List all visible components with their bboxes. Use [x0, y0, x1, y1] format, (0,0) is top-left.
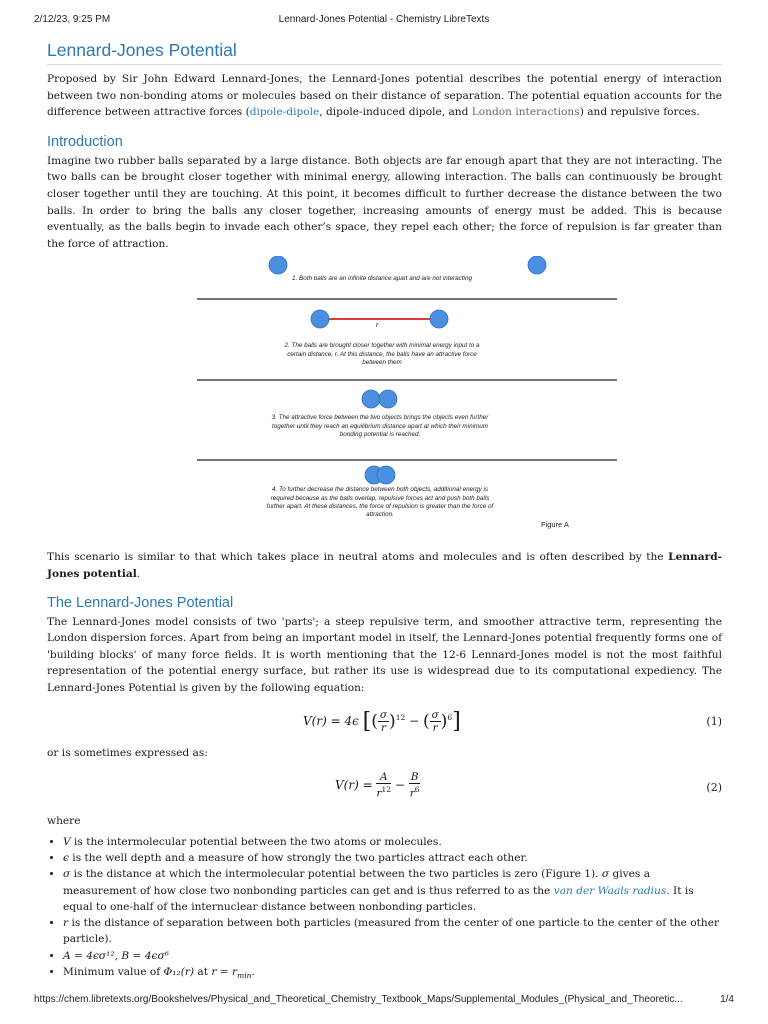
- figure-label: Figure A: [541, 520, 569, 530]
- ball-stage-1-left: [269, 256, 287, 274]
- scenario-paragraph: This scenario is similar to that which takes place in neutral atoms and molecules and is often described by the Lennard-Jones potential.: [47, 551, 722, 580]
- figure-a: [197, 256, 617, 541]
- print-url: https://chem.libretexts.org/Bookshelves/Physical_and_Theoretical_Chemistry_Textbook_Maps/Supplemental_Modules_(Physical_and_Theoretic...: [34, 994, 683, 1005]
- ball-stage-2-left: [311, 310, 329, 328]
- print-datetime: 2/12/23, 9:25 PM: [34, 14, 111, 25]
- lj-paragraph: The Lennard-Jones model consists of two 'parts'; a steep repulsive term, and smoother attractive term, representing the London dispersion forces. Apart from being an important model in itself, the Lennard-Jones potential frequently forms one of 'building blocks' of many force fields. It is worth mentioning that the 12-6 Lennard-Jones model is not the most faithful representation of the potential energy surface, but rather its use is widespread due to its computational expediency. The Lennard-Jones Potential is given by the following equation:: [47, 615, 722, 694]
- list-item: • σ is the distance at which the intermolecular potential between the two particles is zero (Figure 1). σ gives a measurement of how close two nonbonding particles can get and is thus referred to as the van der Waals radius. It is equal to one-half of the internuclear distance between nonbonding particles.: [63, 866, 722, 915]
- print-footer: [0, 994, 768, 1008]
- lj-potential-heading: The Lennard-Jones Potential: [47, 594, 234, 611]
- print-header: [0, 14, 768, 28]
- ball-stage-3-right: [379, 390, 397, 408]
- alt-expression-text: or is sometimes expressed as:: [47, 746, 208, 759]
- intro-paragraph: Proposed by Sir John Edward Lennard-Jones, the Lennard-Jones potential describes the potential energy of interaction between two non-bonding atoms or molecules based on their distance of separation. The potential equation accounts for the difference between attractive forces (dipole-dipole, dipole-induced dipole, and London interactions) and repulsive forces.: [47, 73, 722, 119]
- figure-caption-3: 3. The attractive force between the two objects brings the objects even further together until they reach an equilibrium distance apart at which their minimum bonding potential is reached.: [271, 414, 489, 438]
- introduction-heading: Introduction: [47, 133, 123, 150]
- lennard-jones-bold-term: Lennard-Jones potential: [47, 551, 722, 580]
- ball-stage-4-right: [377, 466, 395, 484]
- list-item: • V is the intermolecular potential between the two atoms or molecules.: [63, 834, 722, 850]
- equation-1-number: (1): [706, 714, 722, 728]
- equation-1-body: V(r) = 4ϵ [( $\frac{\sigma}{r}$ )$^{12}$ − ( $\frac{\sigma}{r}$ )$^6$]: [303, 708, 461, 734]
- equation-2: [47, 767, 722, 811]
- ball-stage-3-left: [362, 390, 380, 408]
- print-page-title: Lennard-Jones Potential - Chemistry LibreTexts: [278, 14, 490, 25]
- introduction-paragraph: Imagine two rubber balls separated by a large distance. Both objects are far enough apart that they are not interacting. The two balls can be brought closer together with minimal energy, allowing interaction. The balls can continuously be brought closer together until they are touching. At this point, it becomes difficult to further decrease the distance between the two balls. In order to bring the balls any closer together, increasing amounts of energy must be added. This is because eventually, as the balls begin to invade each other’s space, they repel each other; the force of repulsion is far greater than the force of attraction.: [47, 154, 722, 250]
- where-text: where: [47, 815, 81, 828]
- list-item: • r is the distance of separation between both particles (measured from the center of one particle to the center of the other particle).: [63, 915, 722, 948]
- print-page-number: 1/4: [720, 994, 734, 1005]
- equation-2-number: (2): [706, 781, 722, 795]
- figure-r-label: r: [376, 322, 379, 330]
- figure-caption-4: 4. To further decrease the distance between both objects, additional energy is required because as the balls overlap, repulsive forces act and push both balls further apart. At these distances, the force of repulsion is greater than the force of attraction.: [266, 486, 494, 519]
- equation-2-body: V(r) = $\frac{A}{r^{12}}$ − $\frac{B}{r^6}$: [335, 771, 420, 800]
- list-item: • ϵ is the well depth and a measure of how strongly the two particles attract each other.: [63, 850, 722, 866]
- figure-caption-1: 1. Both balls are an infinite distance apart and are not interacting: [292, 275, 472, 283]
- figure-caption-2: 2. The balls are brought closer together with minimal energy input to a certain distance, r. At this distance, the balls have an attractive force between them: [284, 342, 480, 366]
- london-interactions-link[interactable]: London interactions: [471, 106, 580, 119]
- variable-definitions-list: [47, 834, 722, 985]
- list-item: • A = 4ϵσ¹², B = 4ϵσ⁶: [63, 948, 722, 964]
- ball-stage-2-right: [430, 310, 448, 328]
- article: [47, 40, 722, 984]
- page-title: Lennard-Jones Potential: [47, 40, 722, 65]
- equation-1: [47, 701, 722, 745]
- dipole-dipole-link[interactable]: dipole-dipole: [249, 106, 320, 119]
- list-item: • Minimum value of Φ₁₂(r) at $r = r_{min}$.: [63, 964, 722, 984]
- van-der-waals-link[interactable]: van der Waals radius: [553, 884, 667, 897]
- ball-stage-1-right: [528, 256, 546, 274]
